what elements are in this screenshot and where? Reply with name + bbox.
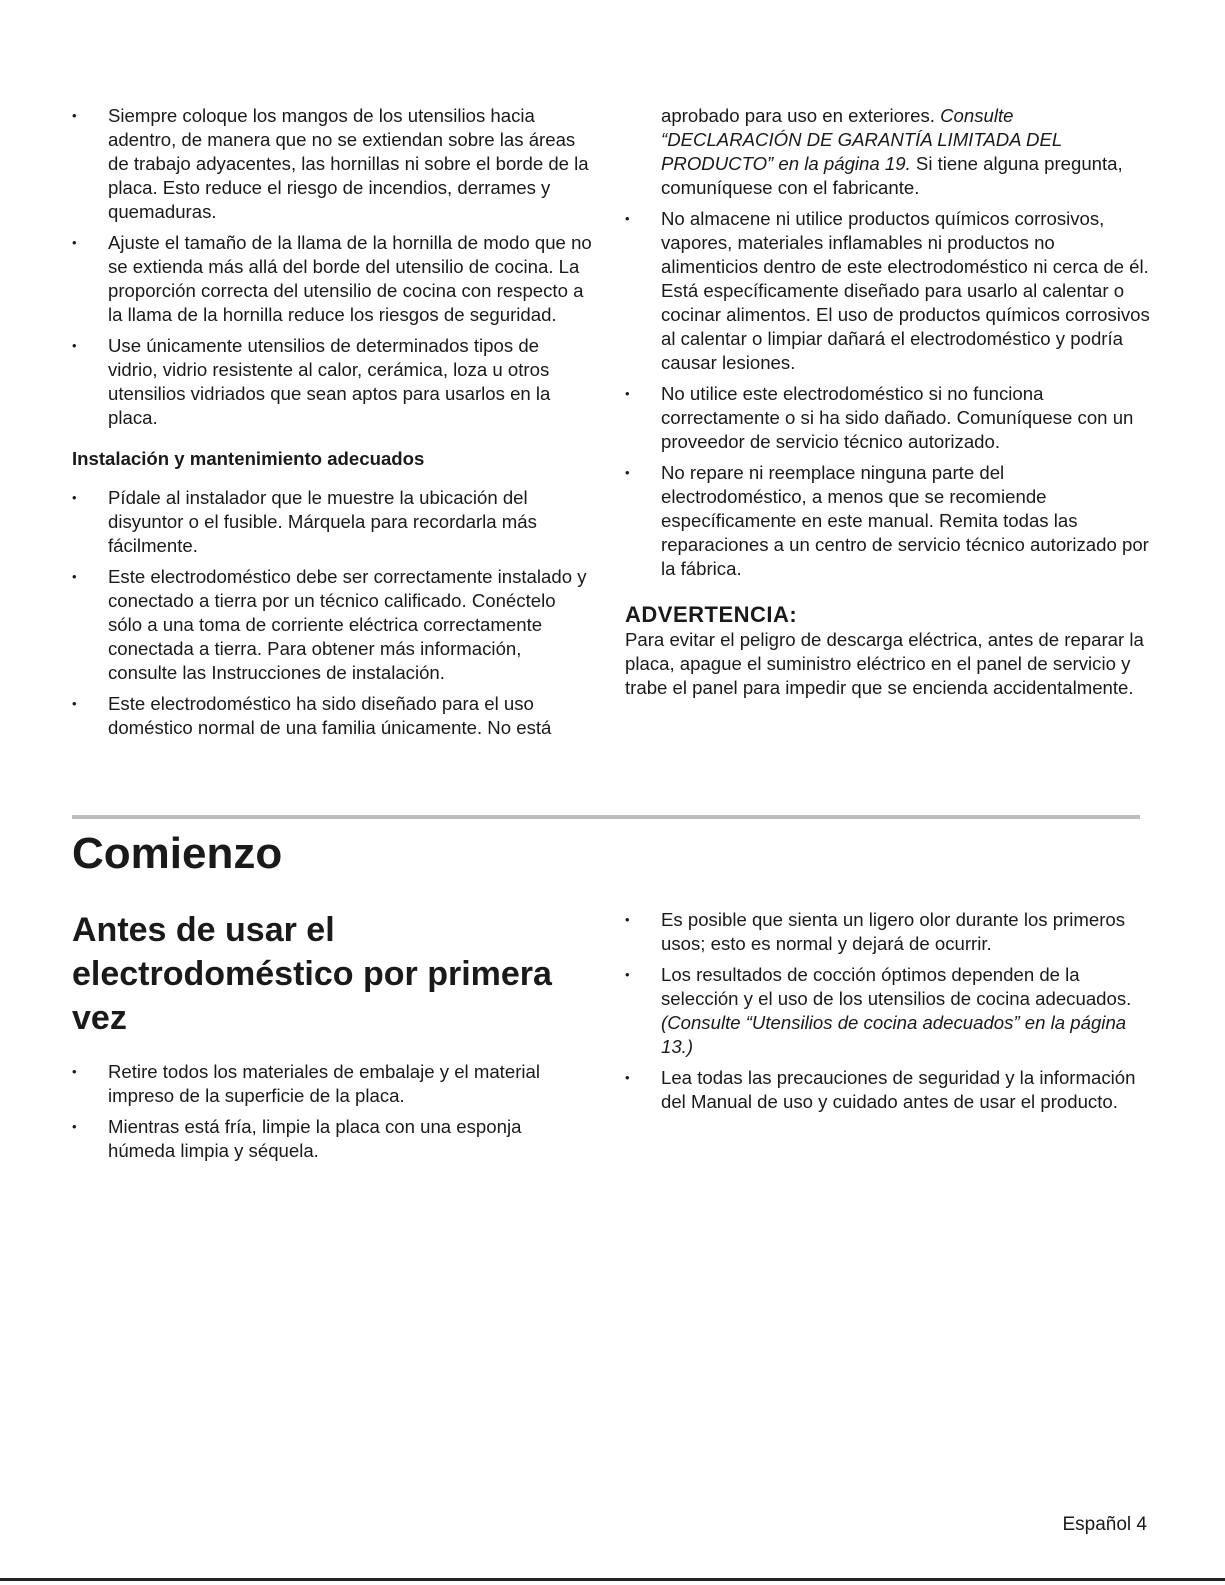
list-item: • No almacene ni utilice productos químicos corrosivos, vapores, materiales inflamables ni productos no alimenticios dentro de este electrodoméstico ni cerca de él. Está específicamente diseñado para usarlo al calentar o cocinar alimentos. El uso de productos químicos corrosivos al calentar o limpiar dañará el electrodoméstico y podría causar lesiones. [625,207,1150,375]
list-item: • Ajuste el tamaño de la llama de la hornilla de modo que no se extienda más allá del borde del utensilio de cocina. La proporción correcta del utensilio de cocina con respecto a la llama de la hornilla reduce los riesgos de seguridad. [72,231,592,327]
list-item: • Retire todos los materiales de embalaje y el material impreso de la superficie de la placa. [72,1060,592,1108]
left-top-column [72,104,592,747]
list-item: • Lea todas las precauciones de seguridad y la información del Manual de uso y cuidado antes de usar el producto. [625,1066,1150,1114]
list-item: • Este electrodoméstico ha sido diseñado para el uso doméstico normal de una familia únicamente. No está [72,692,592,740]
list-item: • No utilice este electrodoméstico si no funciona correctamente o si ha sido dañado. Comuníquese con un proveedor de servicio técnico autorizado. [625,382,1150,454]
list-item [625,963,1150,1059]
page-bottom-rule [0,1578,1225,1581]
warning-title: ADVERTENCIA: [625,602,798,627]
warranty-reference: Consulte “DECLARACIÓN DE GARANTÍA LIMITADA DEL PRODUCTO” en la página 19. [661,105,1062,174]
first-use-bullet-list-right [625,908,1150,1114]
continued-text: aprobado para uso en exteriores. [661,105,941,126]
left-bottom-column [72,908,592,1170]
right-bottom-column [625,908,1150,1121]
cookware-reference: (Consulte “Utensilios de cocina adecuados” en la página 13.) [661,1012,1127,1057]
list-item: • Use únicamente utensilios de determinados tipos de vidrio, vidrio resistente al calor, cerámica, loza u otros utensilios vidriados que sean aptos para usarlos en la placa. [72,334,592,430]
section-title: Comienzo [72,829,283,878]
list-item: • Es posible que sienta un ligero olor durante los primeros usos; esto es normal y dejará de ocurrir. [625,908,1150,956]
list-item: • No repare ni reemplace ninguna parte del electrodoméstico, a menos que se recomiende específicamente en este manual. Remita todas las reparaciones a un centro de servicio técnico autorizado por la fábrica. [625,461,1150,581]
warning-text: Para evitar el peligro de descarga eléctrica, antes de reparar la placa, apague el suministro eléctrico en el panel de servicio y trabe el panel para impedir que se encienda accidentalmente. [625,629,1144,698]
install-bullet-list [72,486,592,740]
continued-paragraph [625,104,1150,200]
list-item: • Este electrodoméstico debe ser correctamente instalado y conectado a tierra por un técnico calificado. Conéctelo sólo a una toma de corriente eléctrica correctamente conectada a tierra. Para obtener más información, consulte las Instrucciones de instalación. [72,565,592,685]
section-divider [72,815,1140,819]
list-item: • Siempre coloque los mangos de los utensilios hacia adentro, de manera que no se extiendan sobre las áreas de trabajo adyacentes, las hornillas ni sobre el borde de la placa. Esto reduce el riesgo de incendios, derrames y quemaduras. [72,104,592,224]
list-item: • Pídale al instalador que le muestre la ubicación del disyuntor o el fusible. Márquela para recordarla más fácilmente. [72,486,592,558]
right-bullet-list [625,207,1150,581]
page-number: Español 4 [1062,1514,1147,1535]
list-item: • Mientras está fría, limpie la placa con una esponja húmeda limpia y séquela. [72,1115,592,1163]
install-heading: Instalación y mantenimiento adecuados [72,448,425,469]
first-use-bullet-list [72,1060,592,1163]
safety-bullet-list [72,104,592,430]
right-top-column [625,104,1150,700]
subsection-title: Antes de usar el electrodoméstico por primera vez [72,911,552,1037]
list-item-text: Los resultados de cocción óptimos dependen de la selección y el uso de los utensilios de cocina adecuados. [661,964,1132,1009]
continued-text-end: Si tiene alguna pregunta, comuníquese con el fabricante. [661,153,1123,198]
